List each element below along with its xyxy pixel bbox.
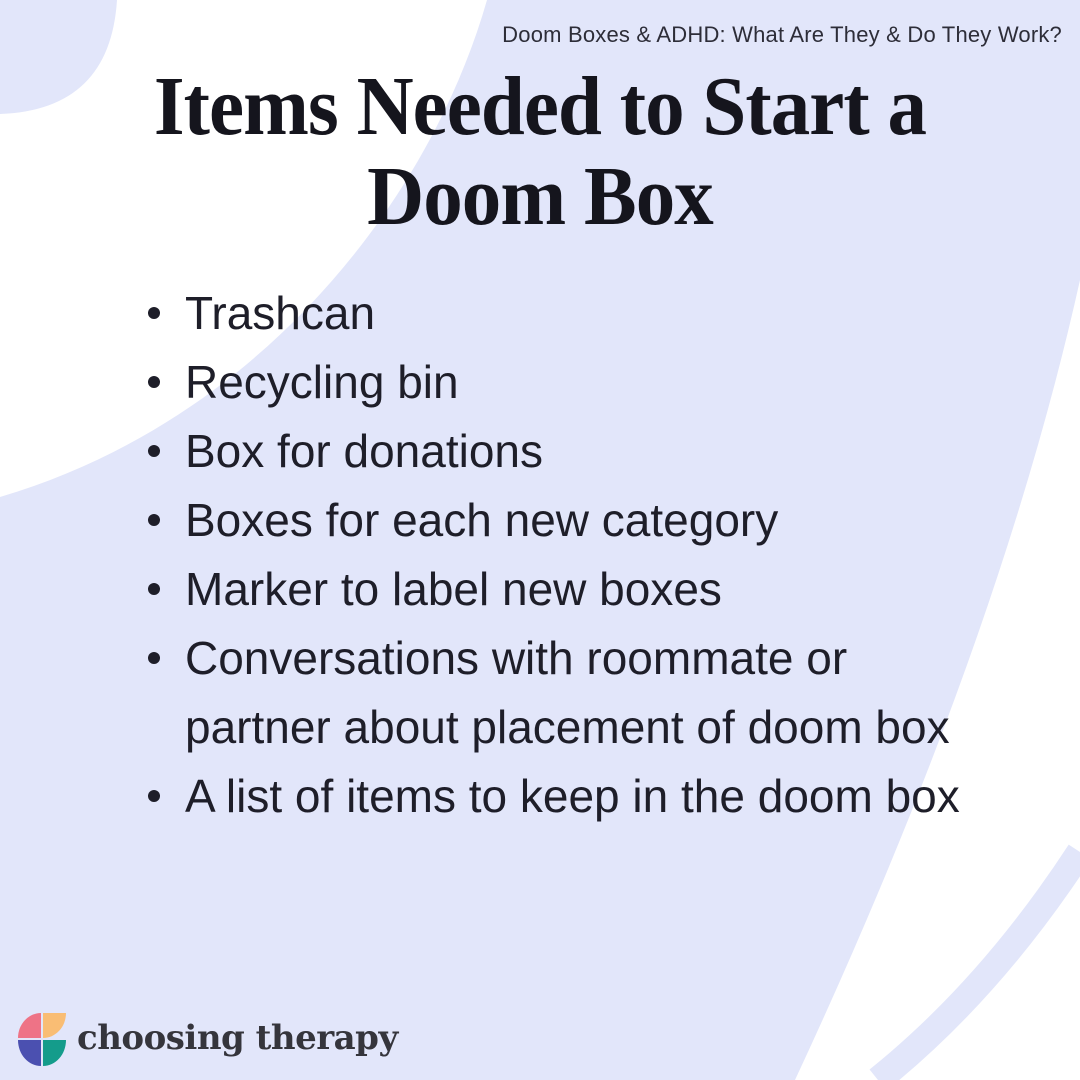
article-attribution: Doom Boxes & ADHD: What Are They & Do They Work? [502,22,1062,47]
list-item-text: Boxes for each new category [185,494,779,546]
list-item [148,762,1028,831]
bullet-icon [148,790,160,802]
page-title [32,62,1047,242]
list-item-text: Marker to label new boxes [185,563,722,615]
list-item-text: A list of items to keep in the doom box [185,770,960,822]
items-list [148,279,1028,831]
list-item-text: Box for donations [185,425,544,477]
logo-petal-pink-icon [18,1013,41,1038]
list-item [148,348,1028,417]
list-item-text: Recycling bin [185,356,459,408]
bullet-icon [148,652,160,664]
page-title-line-2: Doom Box [367,150,713,243]
bullet-icon [148,583,160,595]
list-item [148,555,1028,624]
bullet-icon [148,445,160,457]
page-title-line-1: Items Needed to Start a [153,60,927,153]
bullet-icon [148,514,160,526]
list-item [148,486,1028,555]
bullet-icon [148,376,160,388]
logo-wordmark: choosing therapy [77,1017,398,1058]
list-item [148,417,1028,486]
list-item-text: Trashcan [185,287,376,339]
choosing-therapy-logo [18,1013,398,1066]
logo-petal-peach-icon [43,1013,66,1038]
logo-petal-teal-icon [43,1040,66,1066]
list-item-text: Conversations with roommate or partner about placement of doom box [185,632,950,753]
choosing-therapy-logo-icon [18,1013,66,1066]
logo-petal-indigo-icon [18,1040,41,1066]
list-item [148,624,1028,762]
list-item [148,279,1028,348]
bullet-icon [148,307,160,319]
